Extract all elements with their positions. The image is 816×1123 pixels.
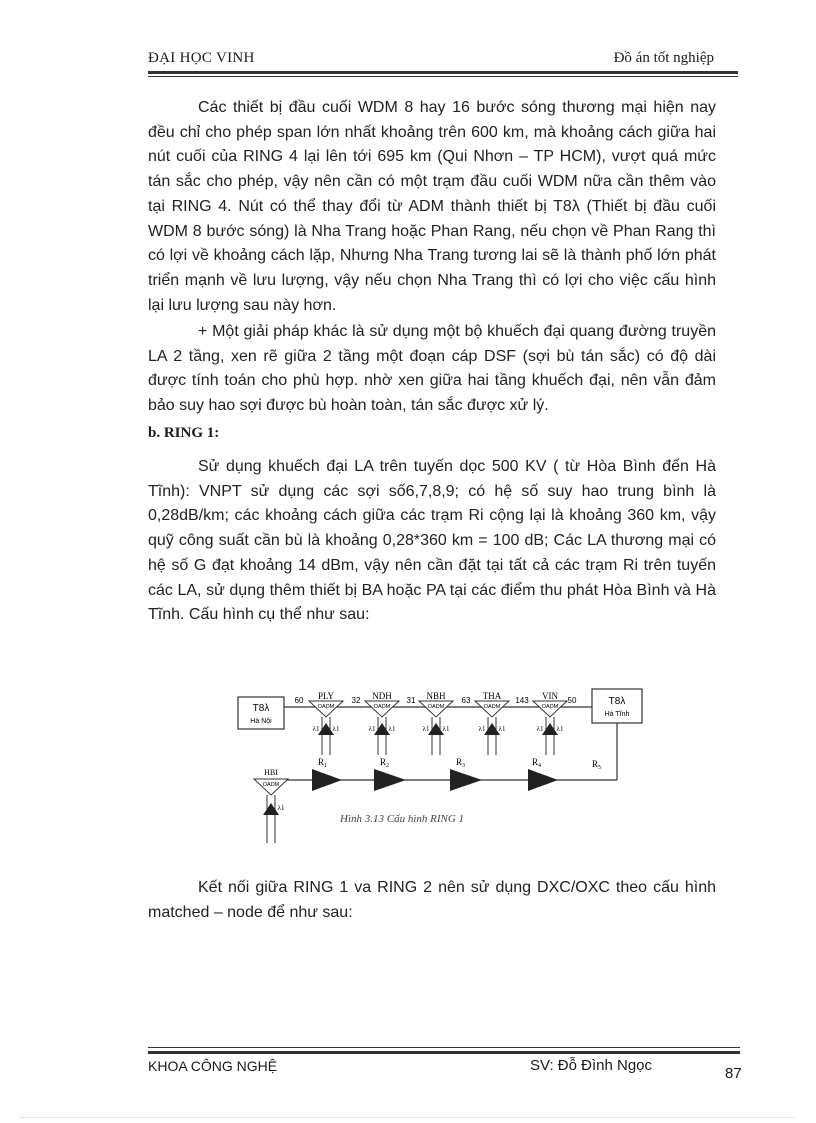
ring1-diagram-svg [234,685,646,865]
amplifier-r5 [592,759,601,771]
header-rule-thick [148,71,738,74]
distance-label: 31 [406,696,416,705]
svg-text:R3: $R_3$ [456,757,466,769]
terminal-hatinh-sub: Hà Tĩnh [604,711,630,718]
lambda-out: λ1 [332,725,340,733]
footer-faculty: KHOA CÔNG NGHỆ [148,1058,278,1074]
node-vin [515,691,567,755]
paragraph-1: Các thiết bị đầu cuối WDM 8 hay 16 bước sóng thương mại hiện nay đều chỉ cho phép span lớn nhất khoảng trên 600 km, mà khoảng cách giữa hai nút cuối của RING 4 lại lên tới 695 km (Qui Nhơn – TP HCM), vượt quá mức tán sắc cho phép, vậy nên cần có một trạm đầu cuối WDM nữa cần thêm vào tại RING 4. Nút có thể thay đổi từ ADM thành thiết bị T8λ (Thiết bị đầu cuối WDM 8 bước sóng) là Nha Trang hoặc Phan Rang, nếu chọn về Phan Rang thì có lợi về khoảng cách lặp, Nhưng Nha Trang tương lai sẽ là thành phố lớn phát triển mạnh về lưu lượng, vậy nếu chọn Nha Trang thì có lợi cho việc cấu hình lại lưu lượng sau này hơn. [148,99,716,314]
distance-label: 143 [515,696,529,705]
page-bottom-dotted-rule [20,1117,796,1118]
section-heading: b. RING 1: [148,425,220,441]
page-header [148,46,738,72]
oadm-label: OADM [427,704,445,710]
paragraph-4: Kết nối giữa RING 1 va RING 2 nên sử dụng DXC/OXC theo cấu hình matched – node để như sau: [148,879,716,921]
page-number: 87 [725,1065,742,1082]
lambda-in: λ1 [422,725,430,733]
lambda-in: λ1 [536,725,544,733]
node-tha [462,691,509,755]
node-name: NDH [372,691,392,701]
distance-label: 63 [461,696,471,705]
node-name: PLY [317,691,335,701]
distance-label: 60 [294,696,304,705]
lambda-out: λ1 [498,725,506,733]
amplifier-r2 [374,757,406,791]
header-university: ĐẠI HỌC VINH [148,50,255,66]
lambda-out: λ1 [442,725,450,733]
terminal-hatinh-label: T8λ [608,696,626,707]
terminal-hanoi-sub: Hà Nội [250,718,272,725]
svg-text:R2: $R_2$ [380,757,390,769]
oadm-label: OADM [373,704,391,710]
oadm-label: OADM [541,704,559,710]
distance-last: 50 [567,696,577,705]
footer-student: SV: Đỗ Đình Ngọc [530,1057,652,1074]
header-rule-thin [148,76,738,77]
node-name: THA [482,691,502,701]
node-name: NBH [426,691,446,701]
ring1-diagram [234,685,646,865]
distance-label: 32 [351,696,361,705]
paragraph-3: Sử dụng khuếch đại LA trên tuyến dọc 500 KV ( từ Hòa Bình đến Hà Tĩnh): VNPT sử dụng các sợi số6,7,8,9; có hệ số suy hao trung bình là 0,28dB/km; các khoảng cách giữa các trạm Ri cộng lại là khoảng 360 km, vậy quỹ công suất cần bù là khoảng 0,28*360 km = 100 dB; Các LA thương mại có hệ số G đạt khoảng 14 dBm, vậy nên cần đặt tại tất cả các trạm Ri trên tuyến các LA, sử dụng thêm thiết bị BA hoặc PA tại các điểm thu phát Hòa Bình và Hà Tĩnh. Cấu hình cụ thể như sau: [148,458,716,624]
oadm-label: OADM [262,782,280,788]
lambda-in: λ1 [478,725,486,733]
footer-rule-thick [148,1051,740,1054]
node-hbi [254,768,288,843]
svg-text:R1: $R_1$ [318,757,328,769]
svg-text:R5: $R_5$ [592,759,602,771]
terminal-hanoi-label: T8λ [252,703,270,714]
paragraph-2: + Một giải pháp khác là sử dụng một bộ khuếch đại quang đường truyền LA 2 tầng, xen rẽ giữa 2 tầng một đoạn cáp DSF (sợi bù tán sắc) có độ dài được tính toán cho phù hợp. nhờ xen giữa hai tầng khuếch đại, nên vẫn đảm bảo suy hao sợi được bù hoàn toàn, tán sắc được xử lý. [148,323,716,415]
svg-text:R4: $R_4$ [532,757,542,769]
oadm-label: OADM [317,704,335,710]
figure-caption: Hình 3.13 Cấu hình RING 1 [340,813,465,825]
lambda-label: λ1 [277,804,285,812]
lambda-out: λ1 [388,725,396,733]
node-name: HBI [264,768,278,777]
node-ply [295,691,343,755]
amplifier-r1 [312,757,342,791]
lambda-in: λ1 [368,725,376,733]
oadm-label: OADM [483,704,501,710]
amplifier-r3 [450,757,482,791]
amplifier-r4 [528,757,558,791]
footer-rule-thin [148,1047,740,1048]
lambda-out: λ1 [556,725,564,733]
header-title: Đồ án tốt nghiệp [613,50,714,66]
lambda-in: λ1 [312,725,320,733]
node-ndh [352,691,399,755]
node-nbh [407,691,453,755]
node-name: VIN [542,691,558,701]
